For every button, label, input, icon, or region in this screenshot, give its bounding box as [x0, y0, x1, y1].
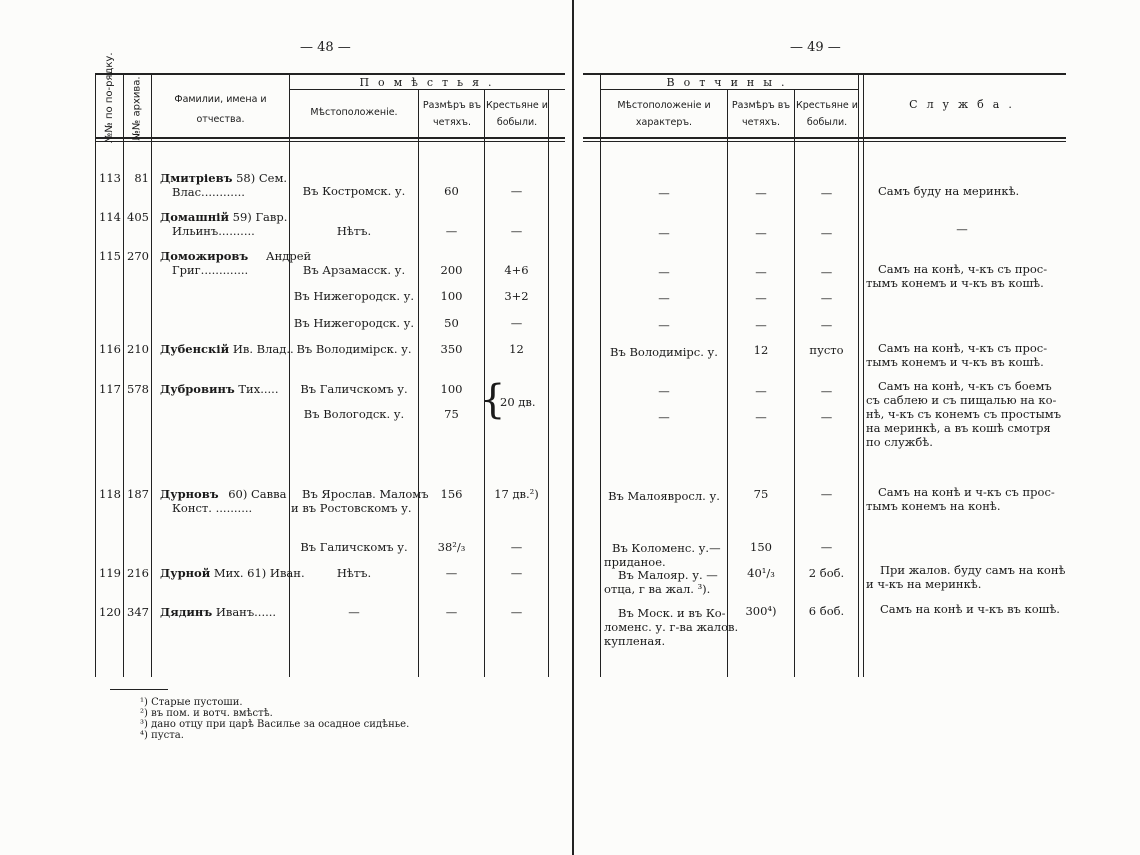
row-service: Самъ буду на меринкѣ. — [878, 184, 1020, 198]
header-col-name — [158, 90, 283, 130]
row-location-right: — — [658, 186, 670, 200]
header-col-name-text: Фамилии, имена и отчества. — [174, 94, 267, 125]
row-archive: 210 — [127, 342, 149, 356]
row-name — [160, 605, 276, 619]
left-vline-4 — [289, 73, 290, 677]
right-header-rule2 — [583, 141, 1066, 142]
row-service: тымъ конемъ и ч-къ въ кошѣ. — [866, 355, 1044, 369]
header-col-no: №№ по по-рядку. — [104, 52, 115, 143]
row-location-right: Въ Малоявросл. у. — [608, 489, 720, 503]
row-peasants: 4+6 — [504, 263, 529, 277]
row-service: по службѣ. — [866, 435, 933, 449]
row-surname: Дубенскій — [160, 342, 230, 356]
page-number-right: — 49 — — [790, 40, 841, 55]
row-name — [160, 487, 286, 501]
row-no: 113 — [99, 171, 121, 185]
row-name-line2: Конст. .......... — [172, 501, 253, 515]
row-size: 60 — [444, 184, 459, 198]
right-header-rule — [583, 137, 1066, 139]
row-archive: 578 — [127, 382, 149, 396]
brace-icon: { — [480, 377, 506, 423]
row-size-right: — — [755, 384, 767, 398]
row-peasants-right: — — [820, 186, 833, 200]
row-service: Самъ на конѣ и ч-къ въ кошѣ. — [880, 602, 1060, 616]
row-peasants: — — [510, 605, 523, 619]
row-no: 120 — [99, 605, 121, 619]
footnote: ³) дано отцу при царѣ Василье за осадное сидѣнье. — [140, 719, 410, 730]
row-location: Въ Костромск. у. — [302, 184, 406, 198]
row-size: 75 — [444, 407, 459, 421]
row-surname: Доможировъ — [160, 249, 249, 263]
footnote: ⁴) пуста. — [140, 730, 184, 741]
row-peasants: 3+2 — [504, 289, 529, 303]
row-location-right: — — [658, 291, 670, 305]
row-location-right: — — [658, 410, 670, 424]
right-vline-4 — [858, 73, 859, 677]
row-service: съ саблею и съ пищалью на ко- — [866, 393, 1057, 407]
row-archive: 81 — [134, 171, 149, 185]
row-name — [160, 171, 287, 185]
row-peasants: — — [510, 184, 523, 198]
row-peasants-right: — — [820, 318, 833, 332]
row-peasants: 17 дв.²) — [494, 487, 539, 501]
row-peasants-right: — — [820, 291, 833, 305]
row-service: Самъ на конѣ, ч-къ съ прос- — [878, 262, 1048, 276]
right-vline-5 — [863, 73, 864, 677]
row-location-right: — — [658, 226, 670, 240]
row-peasants-right: — — [820, 487, 833, 501]
row-surname: Дмитріевъ — [160, 171, 233, 185]
row-size-right: — — [755, 265, 767, 279]
row-service: на меринкѣ, а въ кошѣ смотря — [866, 421, 1051, 435]
left-top-rule — [95, 73, 565, 75]
row-no: 114 — [99, 210, 121, 224]
left-header-rule2 — [95, 141, 565, 142]
row-location: Нѣтъ. — [336, 224, 372, 238]
right-vline-3 — [794, 89, 795, 677]
row-location: Въ Арзамасск. у. — [302, 263, 406, 277]
row-name — [160, 249, 311, 263]
row-service: Самъ на конѣ и ч-къ съ прос- — [878, 485, 1055, 499]
page-gutter — [572, 0, 574, 855]
row-name-rest: 58) Сем. — [236, 171, 288, 185]
row-size: 38²/₃ — [437, 540, 466, 554]
row-service: тымъ конемъ и ч-къ въ кошѣ. — [866, 276, 1044, 290]
left-vline-2 — [123, 73, 124, 677]
row-location-line2: и въ Ростовскомъ у. — [291, 501, 412, 515]
row-name — [160, 382, 279, 396]
row-location: Въ Вологодск. у. — [303, 407, 405, 421]
row-archive: 187 — [127, 487, 149, 501]
row-peasants-right: — — [820, 226, 833, 240]
left-vline-1 — [95, 73, 96, 677]
row-service: При жалов. буду самъ на конѣ — [880, 563, 1066, 577]
row-location-right-line2: ломенс. у. г-ва жалов. — [604, 620, 739, 634]
header-group-pomestya: Помѣстья. — [359, 76, 501, 89]
row-peasants: — — [510, 224, 523, 238]
header-col-service: Служба. — [909, 98, 1021, 111]
row-archive: 405 — [127, 210, 149, 224]
row-location-right: Въ Коломенс. у.— — [612, 541, 721, 555]
row-size: — — [445, 605, 458, 619]
row-size: 50 — [444, 316, 459, 330]
row-no: 116 — [99, 342, 121, 356]
row-peasants-right: пусто — [809, 343, 844, 357]
row-no: 115 — [99, 249, 121, 263]
row-peasants-right: — — [820, 540, 833, 554]
right-vline-1 — [600, 73, 601, 677]
row-service: Самъ на конѣ, ч-къ съ боемъ — [878, 379, 1052, 393]
row-location-right-line2: отца, г ва жал. ³). — [604, 582, 711, 596]
row-location-right: Въ Володимірс. у. — [610, 345, 718, 359]
row-service: тымъ конемъ на конѣ. — [866, 499, 1001, 513]
row-size-right: — — [755, 318, 767, 332]
row-size-right: 150 — [750, 540, 772, 554]
row-name-rest: Мих. 61) Иван. — [213, 566, 305, 580]
row-surname: Дядинъ — [160, 605, 213, 619]
row-size-right: — — [755, 226, 767, 240]
row-name-line2: Ильинъ.......... — [172, 224, 255, 238]
row-name — [160, 342, 294, 356]
header-col-size: Размѣръ въ четяхъ. — [422, 100, 482, 128]
row-name-rest: Ив. Влад.. — [232, 342, 294, 356]
footnote: ¹) Старые пустоши. — [140, 697, 243, 708]
row-peasants-right: — — [820, 265, 833, 279]
page-number-left: — 48 — — [300, 40, 351, 55]
row-size-right: — — [755, 186, 767, 200]
row-name-rest: Андрей — [265, 249, 312, 263]
row-peasants: — — [510, 316, 523, 330]
row-location: Въ Нижегородск. у. — [293, 289, 415, 303]
header-col-location-right: Мѣстоположеніе и характеръ. — [617, 100, 711, 128]
row-name — [160, 566, 305, 580]
row-location: Въ Галичскомъ у. — [300, 540, 408, 554]
footnote-rule — [110, 689, 168, 690]
row-name-rest: Тих..... — [238, 382, 279, 396]
row-size: 156 — [440, 487, 463, 501]
header-col-size-right: Размѣръ въ четяхъ. — [731, 100, 791, 128]
row-no: 118 — [99, 487, 121, 501]
row-name-line2: Григ............. — [172, 263, 249, 277]
row-surname: Домашній — [160, 210, 230, 224]
row-archive: 216 — [127, 566, 149, 580]
row-size-right: — — [755, 410, 767, 424]
row-location: Въ Володимірск. у. — [296, 342, 412, 356]
header-group-votchiny: Вотчины. — [666, 76, 794, 89]
row-size-right: 300⁴) — [745, 604, 777, 618]
row-location-right-line3: купленая. — [604, 634, 666, 648]
row-location-right: — — [658, 265, 670, 279]
row-surname: Дубровинъ — [160, 382, 235, 396]
row-size: — — [445, 224, 458, 238]
row-location: Въ Нижегородск. у. — [293, 316, 415, 330]
row-size-right: 12 — [753, 343, 769, 357]
row-peasants: 20 дв. — [500, 395, 536, 409]
row-location: Нѣтъ. — [336, 566, 372, 580]
header-col-peasants-right: Крестьяне и бобыли. — [796, 100, 858, 128]
row-service: Самъ на конѣ, ч-къ съ прос- — [878, 341, 1048, 355]
row-archive: 270 — [127, 249, 149, 263]
row-no: 119 — [99, 566, 121, 580]
row-location: Въ Ярослав. Маломъ — [302, 487, 429, 501]
row-service: и ч-къ на меринкѣ. — [866, 577, 982, 591]
row-name-rest: Иванъ...... — [215, 605, 277, 619]
row-size: 200 — [440, 263, 463, 277]
row-peasants-right: 2 боб. — [808, 566, 845, 580]
right-top-rule — [583, 73, 1066, 75]
row-location-right: — — [658, 318, 670, 332]
row-name-rest: 59) Гавр. — [232, 210, 288, 224]
header-col-location: Мѣстоположеніе. — [310, 107, 398, 118]
row-peasants: — — [510, 566, 523, 580]
row-location-right: — — [658, 384, 670, 398]
row-size-right: 40¹/₃ — [747, 566, 775, 580]
row-peasants-right: — — [820, 410, 833, 424]
row-size: 100 — [440, 382, 463, 396]
row-peasants: 12 — [509, 342, 524, 356]
row-size-right: — — [755, 291, 767, 305]
left-vline-3 — [151, 73, 152, 677]
left-vline-7 — [548, 89, 549, 677]
row-location: Въ Галичскомъ у. — [300, 382, 408, 396]
row-name-rest: 60) Савва — [228, 487, 287, 501]
row-size: 350 — [440, 342, 463, 356]
left-header-rule — [95, 137, 565, 139]
row-service: нѣ, ч-къ съ конемъ съ простымъ — [866, 407, 1062, 421]
row-location: — — [348, 605, 360, 619]
row-size: — — [445, 566, 458, 580]
row-location-right: Въ Моск. и въ Ко- — [618, 606, 726, 620]
row-size: 100 — [440, 289, 463, 303]
header-col-peasants: Крестьяне и бобыли. — [486, 100, 548, 128]
row-size-right: 75 — [753, 487, 769, 501]
row-location-right-line2: приданое. — [604, 555, 666, 569]
row-no: 117 — [99, 382, 121, 396]
row-archive: 347 — [127, 605, 149, 619]
row-peasants-right: — — [820, 384, 833, 398]
header-col-archive: №№ архива. — [131, 76, 143, 141]
row-location-right: Въ Малояр. у. — — [618, 568, 718, 582]
row-name-line2: Влас............ — [172, 185, 245, 199]
row-peasants-right: 6 боб. — [808, 604, 845, 618]
row-surname: Дурновъ — [160, 487, 219, 501]
row-peasants: — — [510, 540, 523, 554]
row-name — [160, 210, 287, 224]
right-vline-2 — [727, 89, 728, 677]
footnote: ²) въ пом. и вотч. вмѣстѣ. — [140, 708, 273, 719]
row-surname: Дурной — [160, 566, 211, 580]
row-service: — — [956, 222, 968, 236]
